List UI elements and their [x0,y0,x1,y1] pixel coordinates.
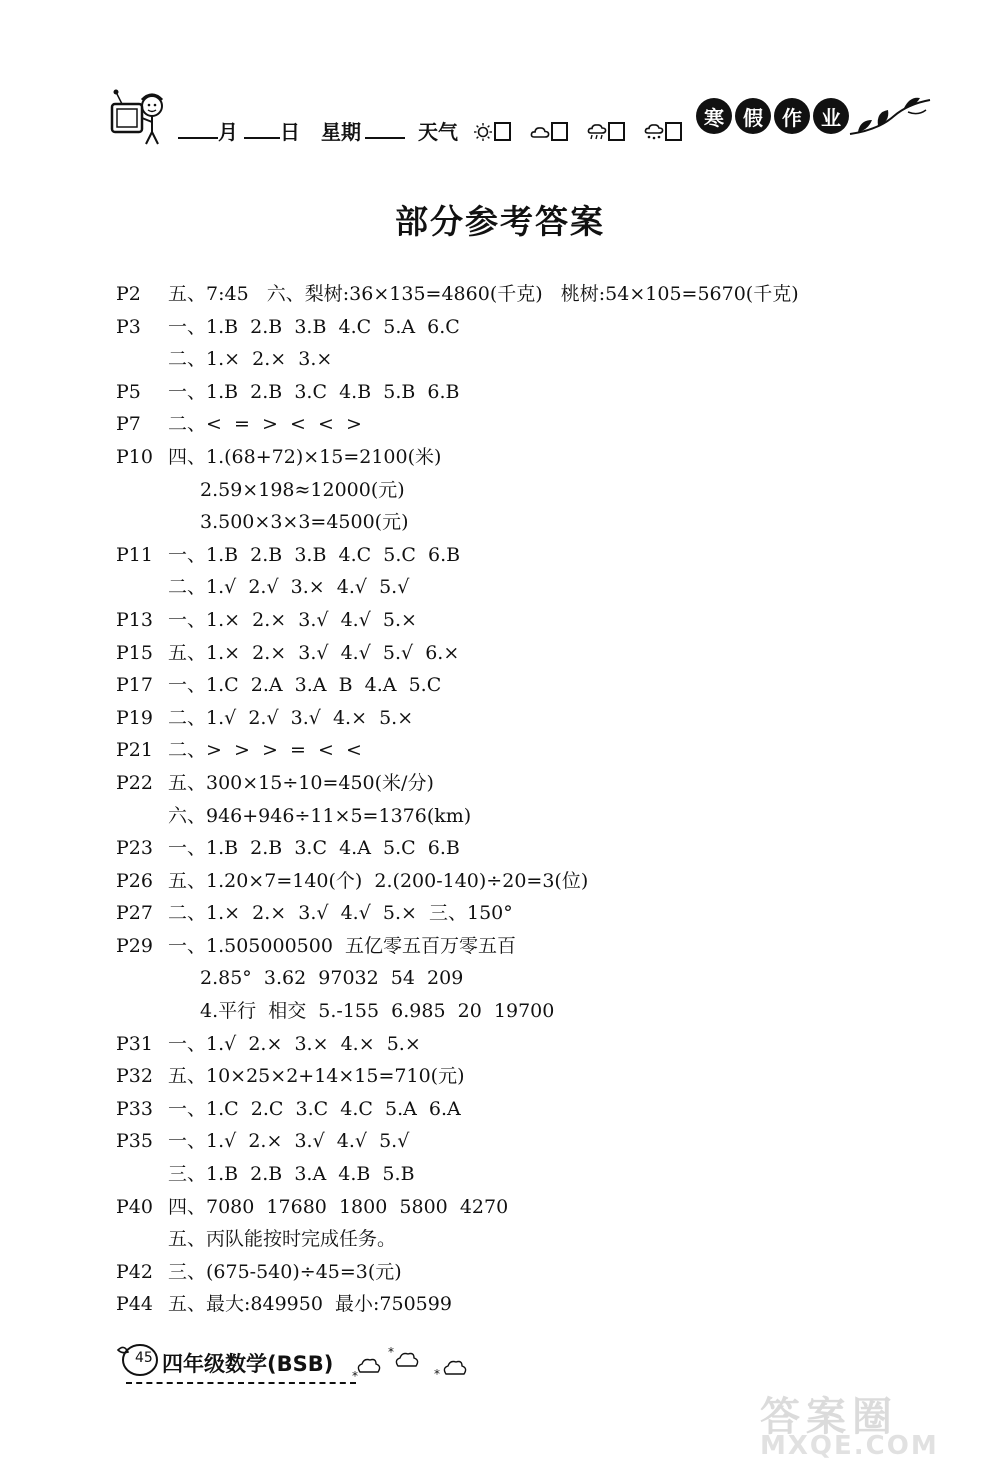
answer-text: 四、7080 17680 1800 5800 4270 [168,1195,509,1218]
banner-char: 业 [813,98,849,134]
answer-row [116,506,936,539]
cloudy-icon [530,122,550,142]
answer-text: 三、1.B 2.B 3.A 4.B 5.B [168,1163,415,1186]
svg-text:*: * [352,1369,358,1382]
answer-page-ref: P27 [116,902,153,925]
answer-row [116,734,936,767]
rainy-icon [587,122,607,142]
answer-page-ref: P19 [116,706,153,729]
answer-text: 二、1.× 2.× 3.√ 4.√ 5.× 三、150° [168,902,513,925]
answer-page-ref: P5 [116,380,141,403]
answer-page-ref: P32 [116,1065,153,1088]
page-header [108,88,928,158]
watermark [760,1385,992,1465]
answer-row [116,311,936,344]
answer-row [116,1256,936,1289]
svg-text:*: * [434,1367,440,1381]
answer-page-ref: P15 [116,641,153,664]
answer-page-ref: P35 [116,1130,153,1153]
answer-row [116,474,936,507]
answer-row [116,1288,936,1321]
answer-text: 一、1.√ 2.× 3.× 4.× 5.× [168,1032,421,1055]
answer-text: 二、1.× 2.× 3.× [168,348,333,371]
answer-page-ref: P26 [116,869,153,892]
answer-page-ref: P13 [116,608,153,631]
answer-text: 五、1.× 2.× 3.√ 4.√ 5.√ 6.× [168,641,460,664]
banner-char: 寒 [696,98,732,134]
answer-text: 一、1.B 2.B 3.B 4.C 5.C 6.B [168,543,461,566]
answer-row [116,441,936,474]
answer-list [116,278,936,1321]
answer-text: 一、1.B 2.B 3.B 4.C 5.A 6.C [168,315,460,338]
answer-row [116,669,936,702]
answer-page-ref: P22 [116,771,153,794]
answer-text: 二、1.√ 2.√ 3.√ 4.× 5.× [168,706,414,729]
answer-page-ref: P17 [116,674,153,697]
weekday-label: 星期 [320,120,361,144]
answer-row [116,408,936,441]
answer-page-ref: P11 [116,543,153,566]
answer-row [116,865,936,898]
answer-text: 二、< = > < < > [168,413,362,436]
answer-row [116,539,936,572]
answer-row [116,1125,936,1158]
answer-page-ref: P7 [116,413,141,436]
weather-row [418,116,682,145]
answer-row [116,930,936,963]
answer-text: 一、1.√ 2.× 3.√ 4.√ 5.√ [168,1130,410,1153]
cloud-star-decoration-icon [352,1346,482,1382]
answer-row [116,1060,936,1093]
answer-row [116,1223,936,1256]
answer-row [116,343,936,376]
answer-row [116,1093,936,1126]
banner-char: 假 [735,98,771,134]
answer-text: 二、> > > = < < [168,739,362,762]
answer-text: 五、丙队能按时完成任务。 [168,1228,397,1251]
banner-char: 作 [774,98,810,134]
answer-text: 一、1.B 2.B 3.C 4.A 5.C 6.B [168,837,460,860]
month-blank [178,119,218,139]
page-title: 部分参考答案 [395,202,605,241]
answer-text: 五、7:45 六、梨树:36×135=4860(千克) 桃树:54×105=5670(千克) [168,283,799,305]
answer-text: 二、1.√ 2.√ 3.× 4.√ 5.√ [168,576,410,599]
answer-row [116,702,936,735]
answer-text: 五、300×15÷10=450(米/分) [168,771,434,794]
answer-text: 2.59×198≈12000(元) [200,478,405,501]
answer-text: 一、1.505000500 五亿零五百万零五百 [168,934,517,957]
watermark-url: MXQE.COM [760,1431,939,1461]
rainy-checkbox [608,122,625,141]
svg-text:*: * [388,1346,394,1359]
answer-text: 五、最大:849950 最小:750599 [168,1293,452,1316]
answer-page-ref: P44 [116,1293,153,1316]
page-number: 45 [135,1350,153,1366]
answer-row [116,800,936,833]
snowy-icon [644,122,664,142]
answer-text: 五、10×25×2+14×15=710(元) [168,1065,465,1088]
answer-page-ref: P33 [116,1097,153,1120]
answer-page-ref: P29 [116,934,153,957]
answer-row [116,278,936,311]
weather-label: 天气 [418,120,458,144]
answer-row [116,995,936,1028]
answer-text: 一、1.× 2.× 3.√ 4.√ 5.× [168,608,417,631]
snowy-checkbox [665,122,682,141]
month-label: 月 [218,120,238,144]
answer-page-ref: P31 [116,1032,153,1055]
cloudy-checkbox [551,122,568,141]
answer-page-ref: P23 [116,837,153,860]
answer-text: 一、1.C 2.A 3.A B 4.A 5.C [168,674,442,697]
day-blank [244,119,280,139]
answer-page-ref: P21 [116,739,153,762]
answer-text: 六、946+946÷11×5=1376(km) [168,804,472,827]
watermark-main: 答案圈 [760,1394,898,1440]
date-row [178,116,405,145]
answer-row [116,962,936,995]
answer-text: 2.85° 3.62 97032 54 209 [200,967,464,990]
answer-row [116,637,936,670]
winter-homework-banner [696,98,849,134]
answer-page-ref: P10 [116,445,153,468]
answer-page-ref: P2 [116,283,141,305]
day-label: 日 [280,120,300,144]
answer-text: 五、1.20×7=140(个) 2.(200-140)÷20=3(位) [168,869,589,892]
answer-text: 4.平行 相交 5.-155 6.985 20 19700 [200,1000,555,1023]
answer-page-ref: P42 [116,1260,153,1283]
answer-text: 三、(675-540)÷45=3(元) [168,1260,402,1283]
answer-row [116,767,936,800]
sunny-icon [473,122,493,142]
answer-text: 3.500×3×3=4500(元) [200,511,409,534]
answer-row [116,571,936,604]
answer-page-ref: P40 [116,1195,153,1218]
answer-page-ref: P3 [116,315,141,338]
answer-text: 四、1.(68+72)×15=2100(米) [168,445,442,468]
vine-leaf-icon [848,90,932,140]
answer-row [116,376,936,409]
answer-row [116,1028,936,1061]
answer-row [116,832,936,865]
footer-dashed-line [126,1382,356,1384]
tv-girl-icon [108,88,170,148]
weekday-blank [365,119,405,139]
answer-row [116,604,936,637]
answer-row [116,897,936,930]
sunny-checkbox [494,122,511,141]
answer-row [116,1191,936,1224]
page-footer [114,1340,484,1390]
answer-text: 一、1.C 2.C 3.C 4.C 5.A 6.A [168,1097,461,1120]
book-label: 四年级数学(BSB) [162,1352,334,1376]
answer-text: 一、1.B 2.B 3.C 4.B 5.B 6.B [168,380,460,403]
answer-row [116,1158,936,1191]
